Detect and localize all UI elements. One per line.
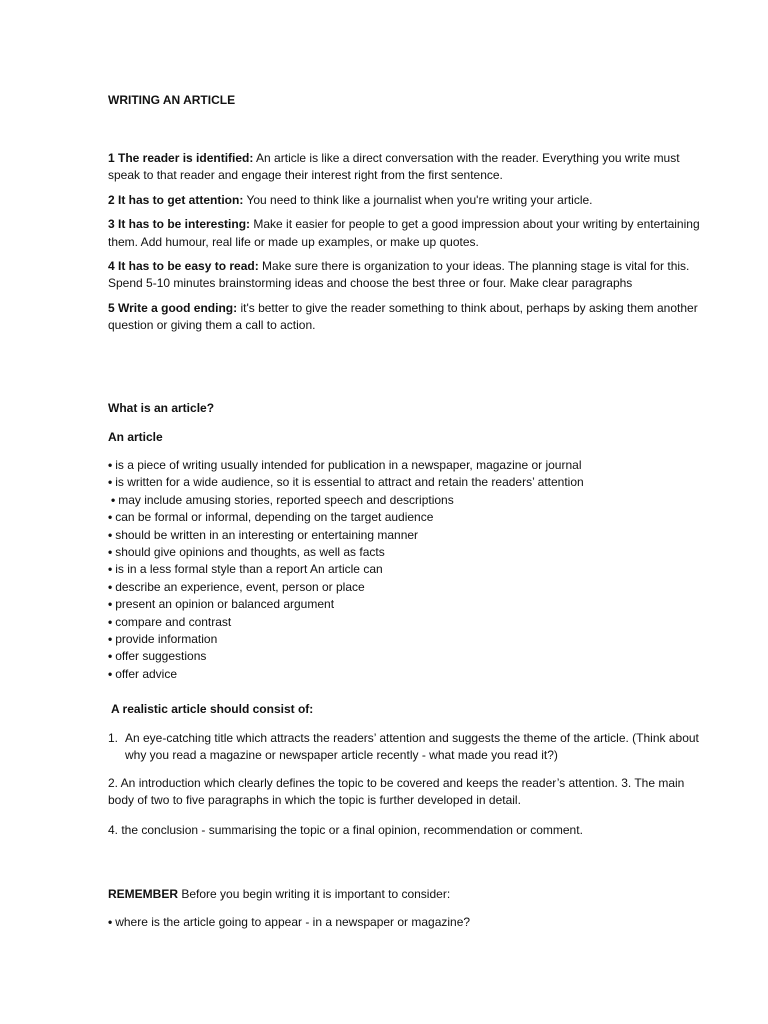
- bullet-icon: •: [108, 666, 113, 681]
- point-text: You need to think like a journalist when you're writing your article.: [243, 192, 593, 207]
- list-item-text: compare and contrast: [115, 614, 232, 629]
- list-item-text: is in a less formal style than a report An article can: [115, 562, 383, 577]
- point-5: [108, 300, 708, 335]
- list-item: [108, 492, 708, 509]
- consider-text: where is the article going to appear - in a newspaper or magazine?: [115, 915, 471, 929]
- point-lead: 5 Write a good ending:: [108, 300, 238, 315]
- realistic-article-heading: A realistic article should consist of:: [111, 702, 314, 716]
- list-item: [108, 509, 708, 526]
- an-article-heading: An article: [108, 430, 163, 444]
- list-item: [108, 666, 708, 683]
- list-item-text: may include amusing stories, reported speech and descriptions: [118, 492, 454, 507]
- realistic-item-1: [108, 730, 708, 765]
- bullet-icon: •: [108, 527, 113, 542]
- point-1: [108, 150, 708, 185]
- consider-bullet: [108, 914, 708, 931]
- remember-label: REMEMBER: [108, 887, 179, 901]
- remember-text: Before you begin writing it is important to consider:: [178, 887, 451, 901]
- list-item-text: present an opinion or balanced argument: [115, 597, 335, 612]
- bullet-icon: •: [108, 597, 113, 612]
- list-item-text: offer advice: [115, 666, 178, 681]
- bullet-icon: •: [108, 632, 113, 647]
- point-lead: 1 The reader is identified:: [108, 151, 254, 165]
- remember-note: [108, 886, 708, 903]
- point-text: it's better to give the reader something to think about, perhaps by asking them another question or giving them a call to action.: [108, 300, 698, 333]
- bullet-icon: •: [111, 492, 116, 507]
- realistic-item-4: 4. the conclusion - summarising the topic or a final opinion, recommendation or comment.: [108, 822, 583, 837]
- point-2: [108, 192, 708, 209]
- point-lead: 2 It has to get attention:: [108, 192, 244, 207]
- bullet-icon: •: [108, 562, 113, 577]
- list-item: [108, 561, 708, 578]
- key-points: [108, 150, 708, 342]
- list-item: [108, 579, 708, 596]
- list-item-text: describe an experience, event, person or place: [115, 579, 365, 594]
- list-item: [108, 457, 708, 474]
- bullet-icon: •: [108, 614, 113, 629]
- bullet-icon: •: [108, 915, 113, 929]
- bullet-icon: •: [108, 510, 113, 525]
- list-item-text: provide information: [115, 632, 218, 647]
- list-item: [108, 527, 708, 544]
- point-lead: 4 It has to be easy to read:: [108, 258, 259, 273]
- item-number: 1.: [108, 731, 119, 745]
- what-is-heading: What is an article?: [108, 401, 215, 415]
- list-item-text: should give opinions and thoughts, as well as facts: [115, 545, 385, 560]
- list-item: [108, 631, 708, 648]
- point-text: An article is like a direct conversation with the reader. Everything you write must speak to that reader and engage their interest right from the first sentence.: [108, 151, 680, 183]
- list-item-text: can be formal or informal, depending on the target audience: [115, 510, 434, 525]
- realistic-item-2: 2. An introduction which clearly defines the topic to be covered and keeps the reader’s attention. 3. The main body of two to five paragraphs in which the topic is further developed in detail.: [108, 775, 685, 808]
- point-lead: 3 It has to be interesting:: [108, 217, 251, 232]
- list-item: [108, 596, 708, 613]
- list-item-text: is written for a wide audience, so it is essential to attract and retain the readers’ attention: [115, 475, 584, 490]
- bullet-icon: •: [108, 545, 113, 560]
- list-item: [108, 648, 708, 665]
- point-4: [108, 258, 708, 293]
- point-text: Make sure there is organization to your ideas. The planning stage is vital for this. Spend 5-10 minutes brainstorming ideas and choose the best three or four. Make clear paragraphs: [108, 258, 690, 291]
- bullet-icon: •: [108, 649, 113, 664]
- item-text: An eye-catching title which attracts the readers’ attention and suggests the theme of the article. (Think about why you read a magazine or newspaper article recently - what made you read it?): [125, 731, 699, 763]
- list-item: [108, 614, 708, 631]
- list-item: [108, 474, 708, 491]
- list-item: [108, 544, 708, 561]
- list-item-text: should be written in an interesting or entertaining manner: [115, 527, 419, 542]
- realistic-article-list: [108, 730, 708, 846]
- bullet-icon: •: [108, 458, 113, 472]
- bullet-icon: •: [108, 475, 113, 490]
- document-title: WRITING AN ARTICLE: [108, 93, 236, 107]
- bullet-icon: •: [108, 579, 113, 594]
- point-text: Make it easier for people to get a good impression about your writing by entertaining them. Add humour, real life or made up examples, or make up quotes.: [108, 217, 700, 249]
- article-bullet-list: [108, 457, 708, 683]
- list-item-text: is a piece of writing usually intended for publication in a newspaper, magazine or journal: [115, 458, 582, 472]
- list-item-text: offer suggestions: [115, 649, 207, 664]
- point-3: [108, 216, 708, 251]
